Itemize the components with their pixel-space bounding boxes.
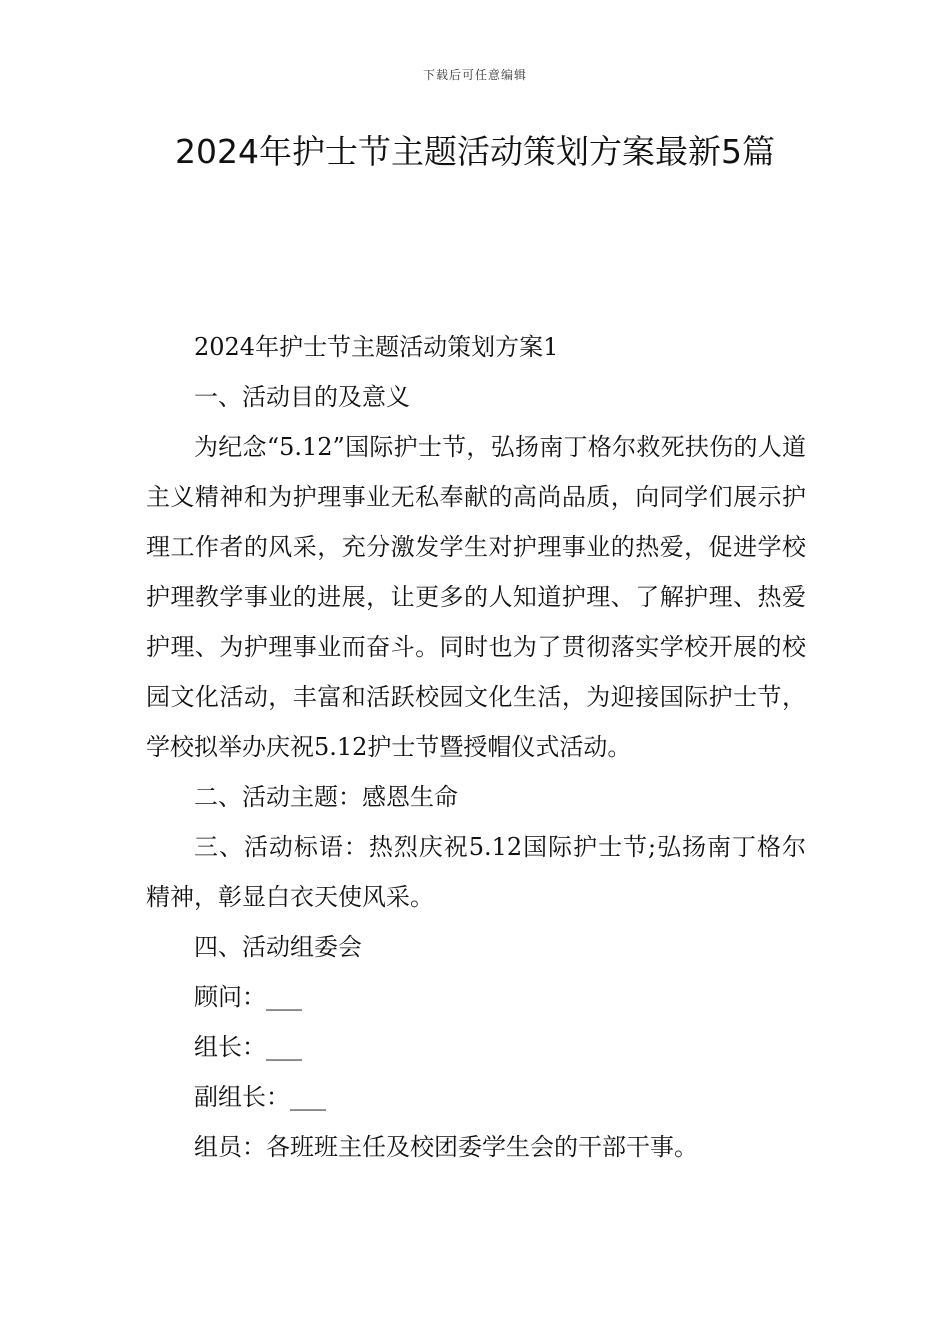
page-header-note: 下载后可任意编辑 — [422, 68, 527, 82]
heading-slogan: 三、活动标语：热烈庆祝5.12国际护士节;弘扬南丁格尔精神，彰显白衣天使风采。 — [146, 833, 806, 911]
paragraph-purpose: 为纪念“5.12”国际护士节，弘扬南丁格尔救死扶伤的人道主义精神和为护理事业无私奉献的高尚品质，向同学们展示护理工作者的风采，充分激发学生对护理事业的热爱，促进学校护理教学事业的进展，让更多的人知道护理、了解护理、热爱护理、为护理事业而奋斗。同时也为了贯彻落实学校开展的校园文化活动，丰富和活跃校园文化生活，为迎接国际护士节，学校拟举办庆祝5.12护士节暨授帽仪式活动。 — [146, 433, 806, 761]
committee-deputy-leader: 副组长：___ — [194, 1083, 326, 1111]
document-body — [146, 322, 806, 1172]
heading-committee: 四、活动组委会 — [194, 933, 362, 961]
committee-members: 组员：各班班主任及校团委学生会的干部干事。 — [194, 1133, 698, 1161]
committee-advisor: 顾问：___ — [194, 983, 302, 1011]
heading-theme: 二、活动主题：感恩生命 — [194, 783, 458, 811]
document-title: 2024年护士节主题活动策划方案最新5篇 — [175, 132, 775, 171]
heading-purpose: 一、活动目的及意义 — [194, 383, 410, 411]
committee-leader: 组长：___ — [194, 1033, 302, 1061]
section-heading-plan-1: 2024年护士节主题活动策划方案1 — [194, 333, 559, 361]
